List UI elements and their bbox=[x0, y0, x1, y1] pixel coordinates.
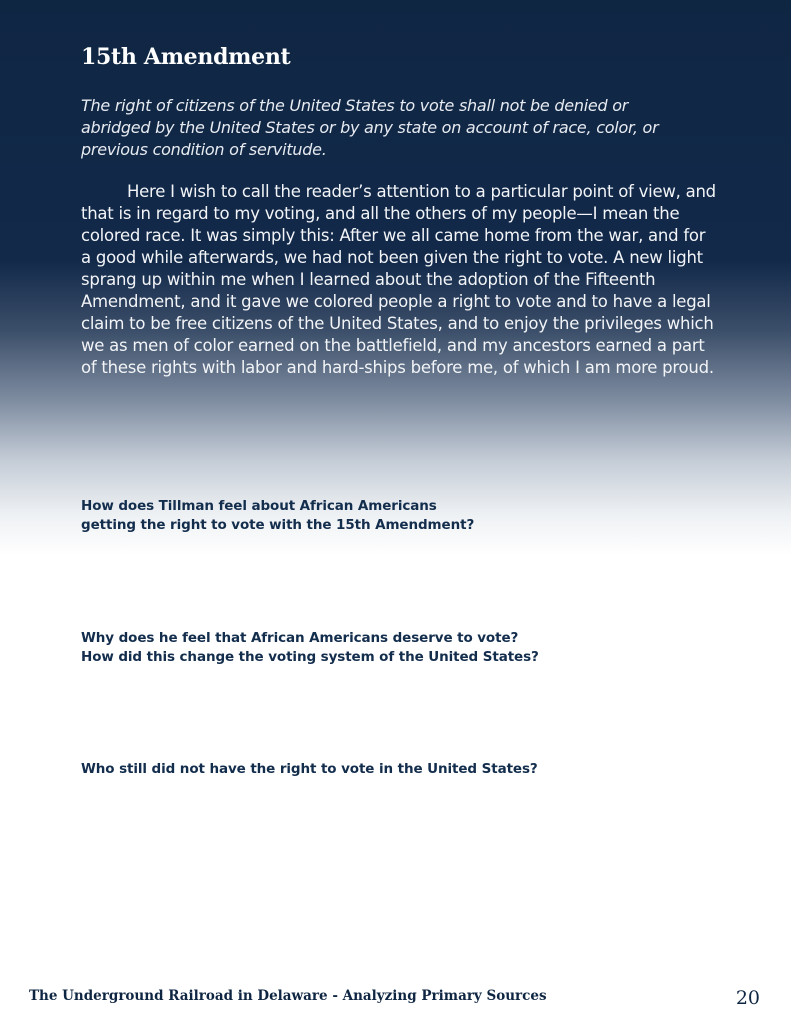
question-3-line-1: Who still did not have the right to vote in the United States? bbox=[81, 761, 538, 777]
question-2-line-2: How did this change the voting system of the United States? bbox=[81, 649, 539, 665]
question-1-line-2: getting the right to vote with the 15th Amendment? bbox=[81, 517, 475, 533]
question-1-line-1: How does Tillman feel about African Americans bbox=[81, 498, 437, 514]
page-title: 15th Amendment bbox=[81, 44, 291, 70]
page-number: 20 bbox=[735, 987, 760, 1009]
question-3 bbox=[81, 760, 538, 779]
question-2 bbox=[81, 629, 539, 667]
question-2-line-1: Why does he feel that African Americans deserve to vote? bbox=[81, 630, 519, 646]
question-1 bbox=[81, 497, 474, 535]
footer-title: The Underground Railroad in Delaware - Analyzing Primary Sources bbox=[29, 988, 547, 1004]
amendment-quote: The right of citizens of the United States to vote shall not be denied or abridged by the United States or by any state on account of race, color, or previous condition of servitude. bbox=[81, 96, 659, 159]
primary-source-excerpt: Here I wish to call the reader’s attention to a particular point of view, and that is in regard to my voting, and all the others of my people—I mean the colored race. It was simply this: After we all came home from the war, and for a good while afterwards, we had not been given the right to vote. A new light sprang up within me when I learned about the adoption of the Fifteenth Amendment, and it gave we colored people a right to vote and to have a legal claim to be free citizens of the United States, and to enjoy the privileges which we as men of color earned on the battlefield, and my ancestors earned a part of these rights with labor and hard-ships before me, of which I am more proud. bbox=[81, 182, 716, 377]
